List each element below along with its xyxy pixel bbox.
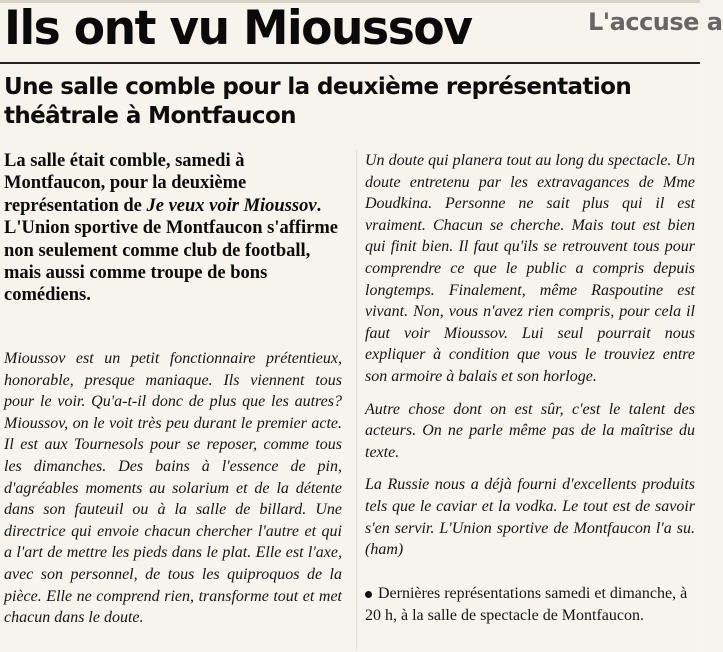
body-paragraph-1: Un doute qui planera tout au long du spectacle. Un doute entretenu par les extravagances de Mme Doudkina. Personne ne sait plus qui il est vraiment. Chacun se cherche. Mais tout est bien qui finit bien. Il faut qu'ils se retrouvent tous pour comprendre ce que le public a compris depuis longtemps. Finalement, même Raspoutine est vivant. Non, vous n'avez rien compris, pour cela il faut voir Mioussov. Lui seul pourrait nous expliquer à condition que vous le trouviez entre son armoire à balais et son horloge.	[365, 152, 695, 385]
body-right-column	[365, 150, 695, 572]
body-left-column: Mioussov est un petit fonctionnaire prétentieux, honorable, presque maniaque. Ils viennent tous pour le voir. Qu'a-t-il donc de plus que les autres? Mioussov, on le voit très peu durant le premier acte. Il est aux Tournesols pour se reposer, comme tous les dimanches. Des bains à l'essence de pin, d'agréables moments au solarium et de la détente dans son fauteuil ou à la salle de billard. Une directrice qui envoie chacun chercher l'autre et qui a l'art de mettre les pieds dans le plat. Elle est l'axe, avec son personnel, de tous les quiproquos de la pièce. Elle ne comprend rien, transforme tout et met chacun dans le doute.	[4, 350, 342, 627]
headline: Ils ont vu Mioussov	[4, 1, 472, 56]
subheadline-line-1: Une salle comble pour la deuxième représentation	[4, 74, 632, 100]
subheadline-line-2: théâtrale à Montfaucon	[4, 103, 296, 129]
bullet-icon	[365, 591, 372, 598]
subheadline	[4, 73, 644, 131]
body-paragraph-2: Autre chose dont on est sûr, c'est le talent des acteurs. On ne parle même pas de la maîtrise du texte.	[365, 400, 695, 461]
body-paragraph-3: La Russie nous a déjà fourni d'excellents produits tels que le caviar et la vodka. Le tout est de savoir s'en servir. L'Union sportive de Montfaucon l'a su. (ham)	[365, 476, 695, 559]
note-text: Dernières représentations samedi et dimanche, à 20 h, à la salle de spectacle de Montfaucon.	[365, 585, 688, 624]
performance-note	[365, 583, 695, 626]
column-gutter	[356, 150, 357, 650]
lead-paragraph	[4, 150, 350, 307]
adjacent-article-fragment: L'accuse a	[588, 8, 723, 36]
lead-text-1: La salle était comble, samedi à Montfaucon, pour la deuxième représentation de	[4, 151, 247, 216]
headline-rule	[0, 62, 700, 64]
lead-text-2: . L'Union sportive de Montfaucon s'affirme non seulement comme club de football, mais aussi comme troupe de bons comédiens.	[4, 195, 339, 306]
play-title: Je veux voir Mioussov	[146, 195, 317, 216]
